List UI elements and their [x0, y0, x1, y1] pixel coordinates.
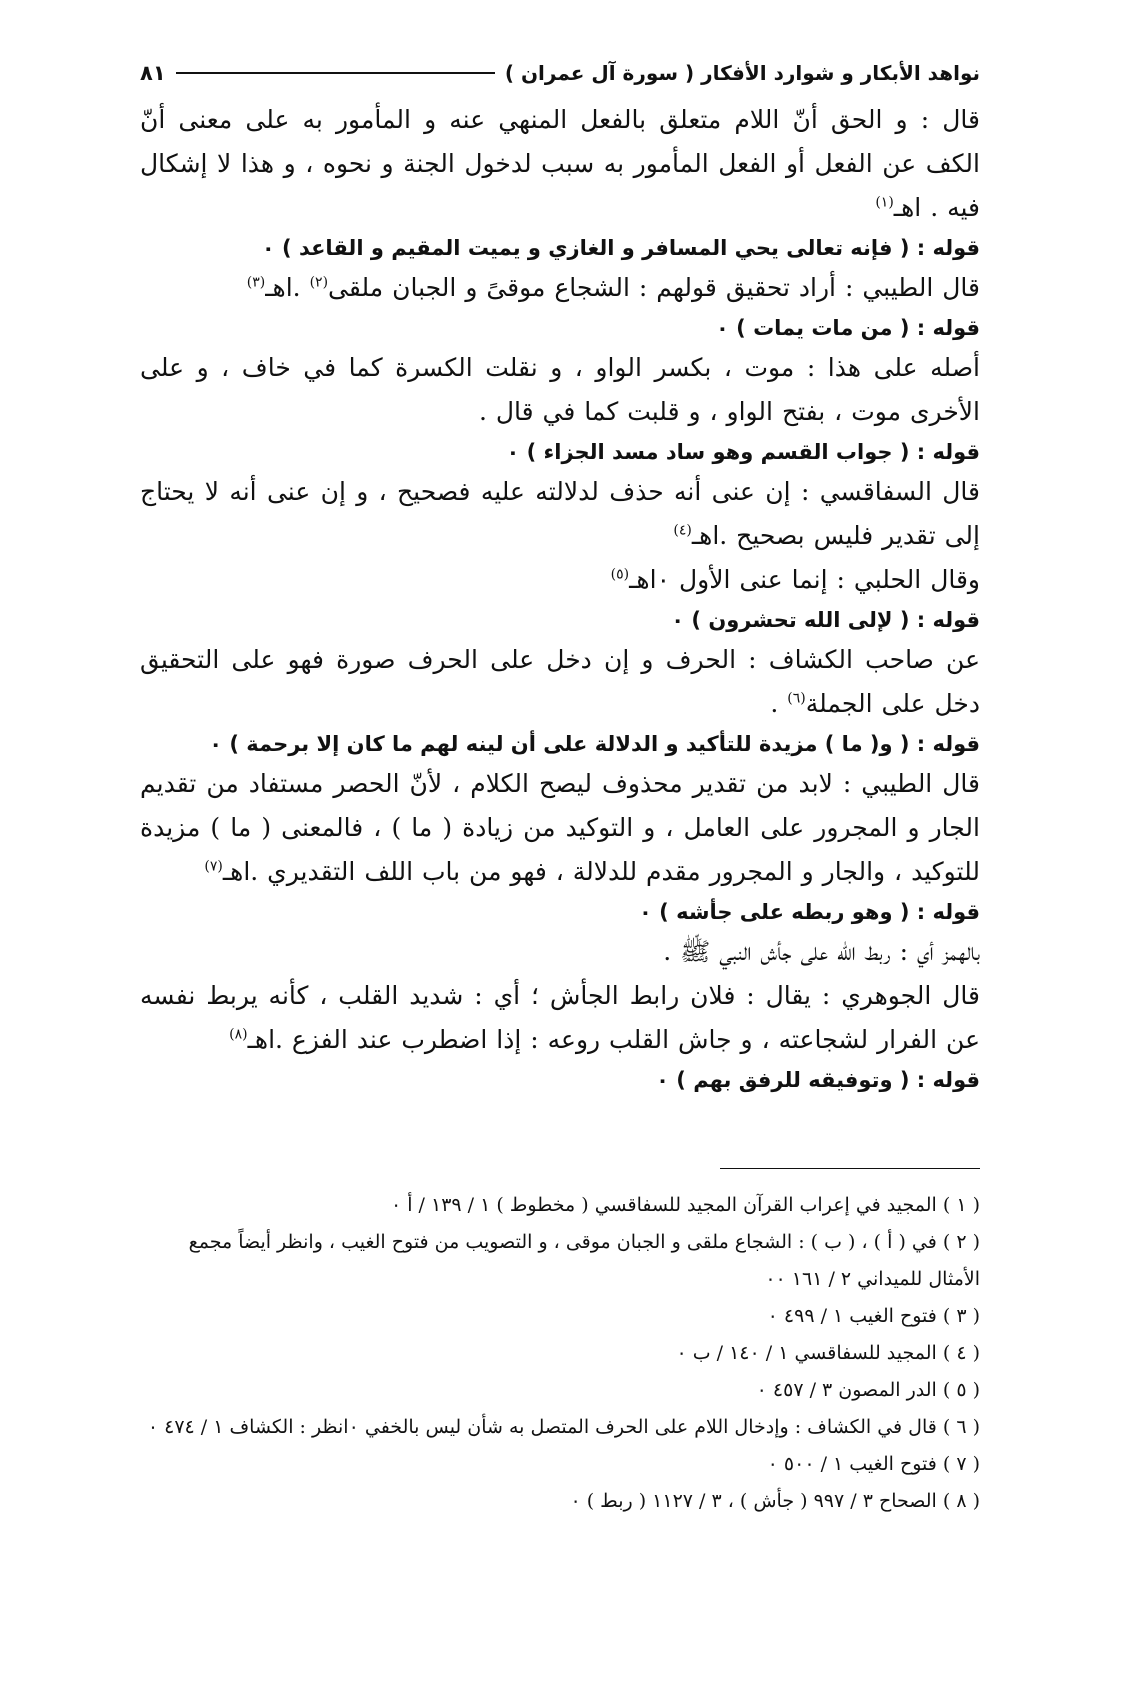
- paragraph: [140, 346, 980, 434]
- footnote-ref: (٨): [229, 1026, 248, 1043]
- footnote: ( ٤ ) المجيد للسفاقسي ١ / ١٤٠ / ب ٠: [676, 1342, 980, 1364]
- footnote-ref: (٧): [204, 858, 223, 875]
- footnote-ref: (٣): [246, 274, 266, 291]
- section-heading: [140, 894, 980, 930]
- footnote-ref: (٢): [309, 274, 329, 291]
- paragraph: [140, 762, 980, 894]
- paragraph: [140, 638, 980, 726]
- running-header: [140, 56, 980, 90]
- paragraph: [140, 558, 980, 602]
- footnote: ( ٦ ) قال في الكشاف : وإدخال اللام على الحرف المتصل به شأن ليس بالخفي ٠انظر : الكشاف ١ / ٤٧٤ ٠: [147, 1416, 980, 1438]
- footnote-ref: (٤): [673, 522, 692, 539]
- paragraph-text: قوله : ( لإلى الله تحشرون ) ٠: [671, 608, 980, 632]
- footnote: ( ٨ ) الصحاح ٣ / ٩٩٧ ( جأش ) ، ٣ / ١١٢٧ ( ربط ) ٠: [570, 1490, 980, 1512]
- paragraph-text: قوله : ( وتوفيقه للرفق بهم ) ٠: [656, 1068, 980, 1092]
- page-number: ٨١: [140, 61, 166, 85]
- section-heading: [140, 230, 980, 266]
- paragraph-text: قال السفاقسي : إن عنى أنه حذف لدلالته عليه فصحيح ، و إن عنى أنه لا يحتاج إلى تقدير فليس بصحيح .اهـ: [140, 477, 980, 550]
- paragraph-text: قوله : ( من مات يمات ) ٠: [716, 316, 980, 340]
- paragraph-text: قال الجوهري : يقال : فلان رابط الجأش ؛ أي : شديد القلب ، كأنه يربط نفسه عن الفرار لشجاعته ، و جاش القلب روعه : إذا اضطرب عند الفزع .اهـ: [140, 981, 980, 1054]
- paragraph-text: قوله : ( و( ما ) مزيدة للتأكيد و الدلالة على أن لينه لهم ما كان إلا برحمة ) ٠: [209, 732, 980, 756]
- paragraph: [140, 974, 980, 1062]
- paragraph-text: عن صاحب الكشاف : الحرف و إن دخل على الحرف صورة فهو على التحقيق دخل على الجملة: [140, 645, 980, 718]
- paragraph-text: بالهمز أي : ربط الله على جأش النبي ﷺ .: [663, 937, 980, 966]
- paragraph: [140, 930, 980, 974]
- paragraph-text: .اهـ: [265, 273, 310, 302]
- section-heading: [140, 1062, 980, 1098]
- footnote-ref: (١): [875, 194, 894, 211]
- footnote: ( ٥ ) الدر المصون ٣ / ٤٥٧ ٠: [756, 1379, 980, 1401]
- section-heading: [140, 726, 980, 762]
- paragraph-text: وقال الحلبي : إنما عنى الأول ٠اهـ: [629, 565, 980, 594]
- footnotes: [140, 1187, 980, 1520]
- paragraph-text: قوله : ( جواب القسم وهو ساد مسد الجزاء ) ٠: [506, 440, 980, 464]
- footnote-ref: (٥): [610, 566, 630, 583]
- section-heading: [140, 434, 980, 470]
- section-heading: [140, 310, 980, 346]
- section-heading: [140, 602, 980, 638]
- paragraph: [140, 470, 980, 558]
- header-title: نواهد الأبكار و شوارد الأفكار ( سورة آل عمران ): [504, 61, 980, 85]
- footnote-ref: (٦): [787, 690, 806, 707]
- paragraph-text: .: [770, 689, 788, 718]
- paragraph-text: قال الطيبي : أراد تحقيق قولهم : الشجاع موقىً و الجبان ملقى: [328, 273, 980, 302]
- footnote: ( ٧ ) فتوح الغيب ١ / ٥٠٠ ٠: [767, 1453, 980, 1475]
- header-rule: [176, 72, 495, 74]
- paragraph-text: قوله : ( فإنه تعالى يحي المسافر و الغازي و يميت المقيم و القاعد ) ٠: [261, 236, 980, 260]
- footnote-separator: [720, 1168, 980, 1169]
- paragraph: [140, 266, 980, 310]
- footnote: ( ٢ ) في ( أ ) ، ( ب ) : الشجاع ملقى و الجبان موقى ، و التصويب من فتوح الغيب ، وانظر أيضاً مجمع الأمثال للميداني ٢ / ١٦١ ٠٠: [188, 1231, 980, 1290]
- paragraph-text: قوله : ( وهو ربطه على جأشه ) ٠: [639, 900, 980, 924]
- footnote: ( ٣ ) فتوح الغيب ١ / ٤٩٩ ٠: [767, 1305, 980, 1327]
- paragraph: [140, 98, 980, 230]
- page: [140, 56, 980, 1520]
- main-text: [140, 98, 980, 1098]
- footnote: ( ١ ) المجيد في إعراب القرآن المجيد للسفاقسي ( مخطوط ) ١ / ١٣٩ / أ ٠: [390, 1194, 980, 1216]
- paragraph-text: قال الطيبي : لابد من تقدير محذوف ليصح الكلام ، لأنّ الحصر مستفاد من تقديم الجار و المجرور على العامل ، و التوكيد من زيادة ( ما ) ، فالمعنى ( ما ) مزيدة للتوكيد ، والجار و المجرور مقدم للدلالة ، فهو من باب اللف التقديري .اهـ: [140, 769, 980, 886]
- paragraph-text: قال : و الحق أنّ اللام متعلق بالفعل المنهي عنه و المأمور به على معنى أنّ الكف عن الفعل أو الفعل المأمور به سبب لدخول الجنة و نحوه ، و هذا لا إشكال فيه . اهـ: [140, 105, 980, 222]
- paragraph-text: أصله على هذا : موت ، بكسر الواو ، و نقلت الكسرة كما في خاف ، و على الأخرى موت ، بفتح الواو ، و قلبت كما في قال .: [140, 353, 980, 426]
